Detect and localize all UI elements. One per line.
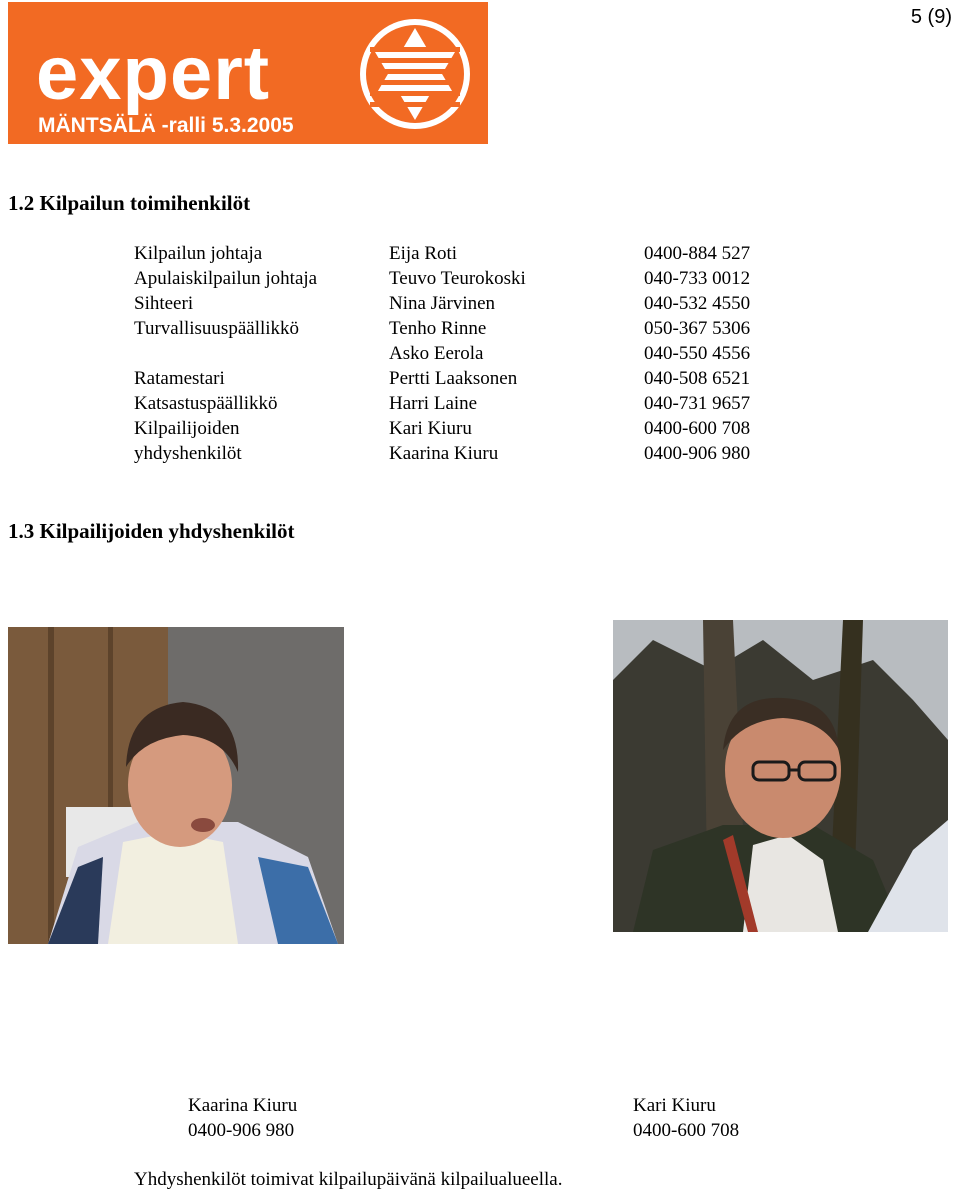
page-number: 5 (9) [910,6,952,28]
official-name: Tenho Rinne [389,318,487,339]
official-role: Apulaiskilpailun johtaja [134,268,318,289]
official-phone: 050-367 5306 [644,318,751,339]
official-row [0,243,960,268]
photo-kari-kiuru [613,620,948,932]
official-role: yhdyshenkilöt [134,443,242,464]
contacts-heading: 1.3 Kilpailijoiden yhdyshenkilöt [8,519,295,543]
official-phone: 040-508 6521 [644,368,751,389]
contact-name-2: Kari Kiuru [633,1095,716,1116]
official-role: Kilpailun johtaja [134,243,263,264]
expert-star-logo-icon [356,18,474,130]
official-name: Kaarina Kiuru [389,443,499,464]
official-row [0,418,960,443]
officials-heading: 1.2 Kilpailun toimihenkilöt [8,191,251,215]
official-phone: 0400-906 980 [644,443,751,464]
event-banner [8,2,488,144]
photo-kaarina-kiuru [8,627,344,944]
official-row [0,368,960,393]
official-phone: 040-733 0012 [644,268,751,289]
official-name: Pertti Laaksonen [389,368,518,389]
contact-phone-2: 0400-600 708 [633,1120,740,1141]
official-row [0,343,960,368]
official-name: Eija Roti [389,243,458,264]
contact-phone-1: 0400-906 980 [188,1120,295,1141]
official-name: Asko Eerola [389,343,484,364]
official-name: Harri Laine [389,393,478,414]
official-name: Nina Järvinen [389,293,496,314]
official-phone: 0400-600 708 [644,418,751,439]
official-role: Katsastuspäällikkö [134,393,278,414]
official-role: Turvallisuuspäällikkö [134,318,300,339]
official-role: Sihteeri [134,293,194,314]
official-phone: 040-550 4556 [644,343,751,364]
official-phone: 040-731 9657 [644,393,751,414]
contact-name-1: Kaarina Kiuru [188,1095,298,1116]
official-row [0,318,960,343]
official-role: Kilpailijoiden [134,418,240,439]
official-row [0,268,960,293]
official-name: Teuvo Teurokoski [389,268,526,289]
contacts-note: Yhdyshenkilöt toimivat kilpailupäivänä kilpailualueella. [134,1169,563,1190]
official-name: Kari Kiuru [389,418,472,439]
event-title: MÄNTSÄLÄ -ralli 5.3.2005 [38,114,294,137]
brand-name: expert [36,31,271,116]
official-row [0,443,960,468]
official-row [0,393,960,418]
official-phone: 0400-884 527 [644,243,751,264]
official-row [0,293,960,318]
official-role: Ratamestari [134,368,225,389]
official-phone: 040-532 4550 [644,293,751,314]
